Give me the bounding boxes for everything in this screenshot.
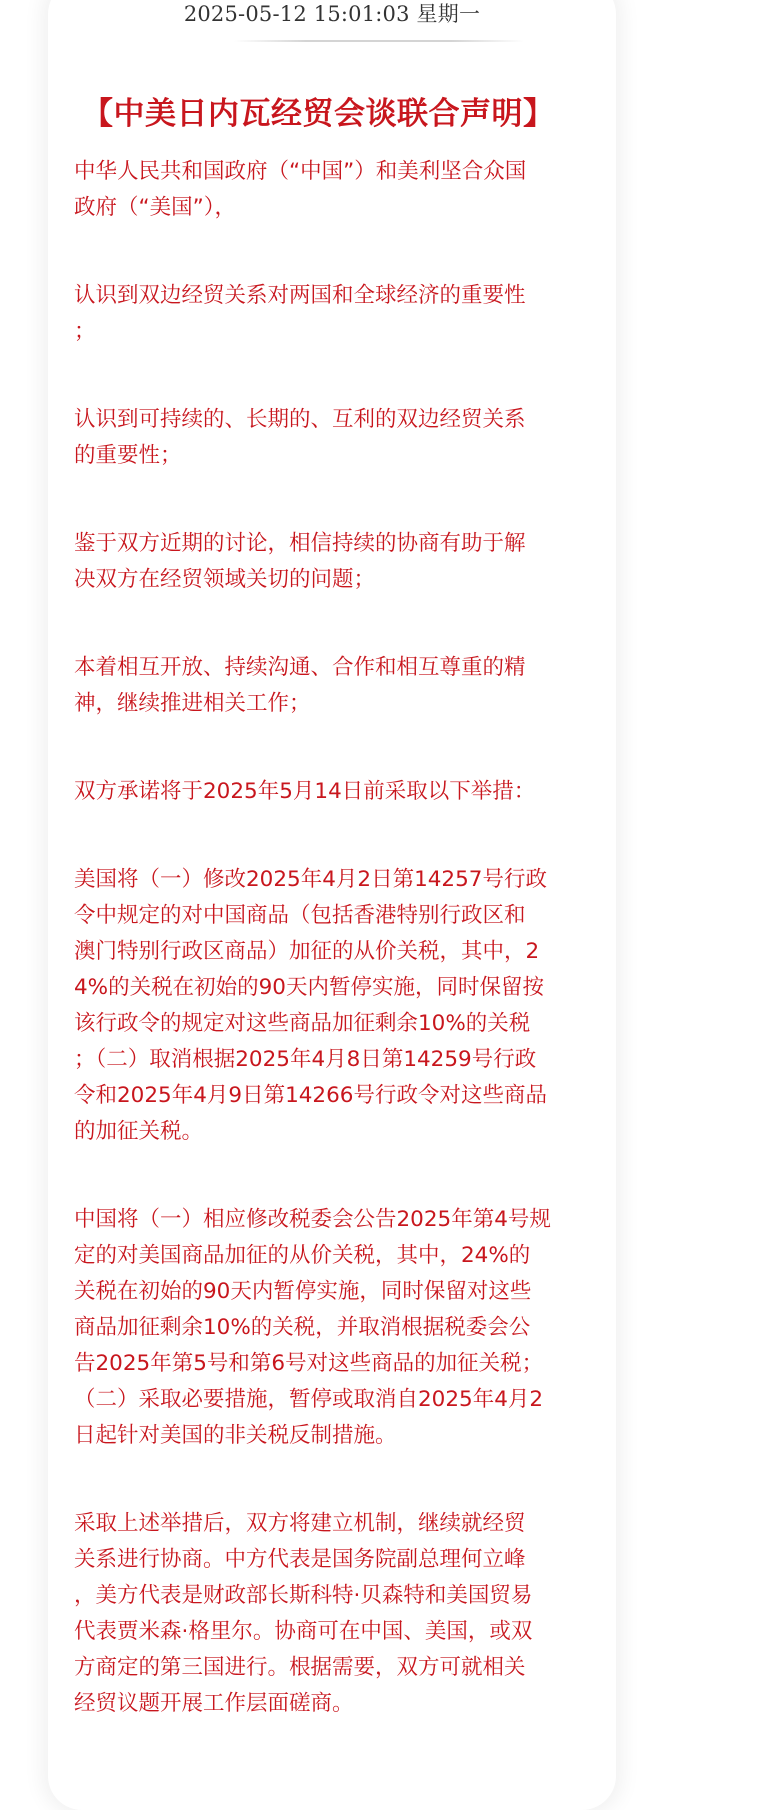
paragraph-parties: 中华人民共和国政府（“中国”）和美利坚合众国 政府（“美国”）， [74, 159, 527, 220]
paragraph-us-measures: 美国将（一）修改2025年4月2日第14257号行政 令中规定的对中国商品（包括香港特别行政区和 澳门特别行政区商品）加征的从价关税，其中，2 4%的关税在初始的90天内暂停实施，同时保留按 该行政令的规定对这些商品加征剩余10%的关税 ；（二）取消根据2025年4月8日第14259号行政 令和2025年4月9日第14266号行政令对这些商品 的加征关税。 [74, 867, 547, 1144]
paragraph-discussion: 鉴于双方近期的讨论，相信持续的协商有助于解 决双方在经贸领域关切的问题； [74, 531, 526, 592]
document-title: 【中美日内瓦经贸会谈联合声明】 [82, 96, 555, 132]
paragraph-sustainable: 认识到可持续的、长期的、互利的双边经贸关系 的重要性； [74, 407, 526, 468]
paragraph-china-measures: 中国将（一）相应修改税委会公告2025年第4号规 定的对美国商品加征的从价关税，其中，24%的 关税在初始的90天内暂停实施，同时保留对这些 商品加征剩余10%的关税，并取消根据税委会公 告2025年第5号和第6号对这些商品的加征关税； （二）采取必要措施，暂停或取消自2025年4月2 日起针对美国的非关税反制措施。 [74, 1207, 551, 1448]
document-body [74, 154, 594, 1722]
paragraph-commitment: 双方承诺将于2025年5月14日前采取以下举措： [74, 779, 536, 804]
paragraph-importance: 认识到双边经贸关系对两国和全球经济的重要性 ； [74, 283, 526, 344]
paragraph-mechanism: 采取上述举措后，双方将建立机制，继续就经贸 关系进行协商。中方代表是国务院副总理何立峰 ，美方代表是财政部长斯科特·贝森特和美国贸易 代表贾米森·格里尔。协商可在中国、美国，或双 方商定的第三国进行。根据需要，双方可就相关 经贸议题开展工作层面磋商。 [74, 1511, 533, 1716]
publish-datetime: 2025-05-12 15:01:03 星期一 [183, 2, 481, 26]
header-divider [234, 40, 524, 42]
paragraph-spirit: 本着相互开放、持续沟通、合作和相互尊重的精 神，继续推进相关工作； [74, 655, 526, 716]
